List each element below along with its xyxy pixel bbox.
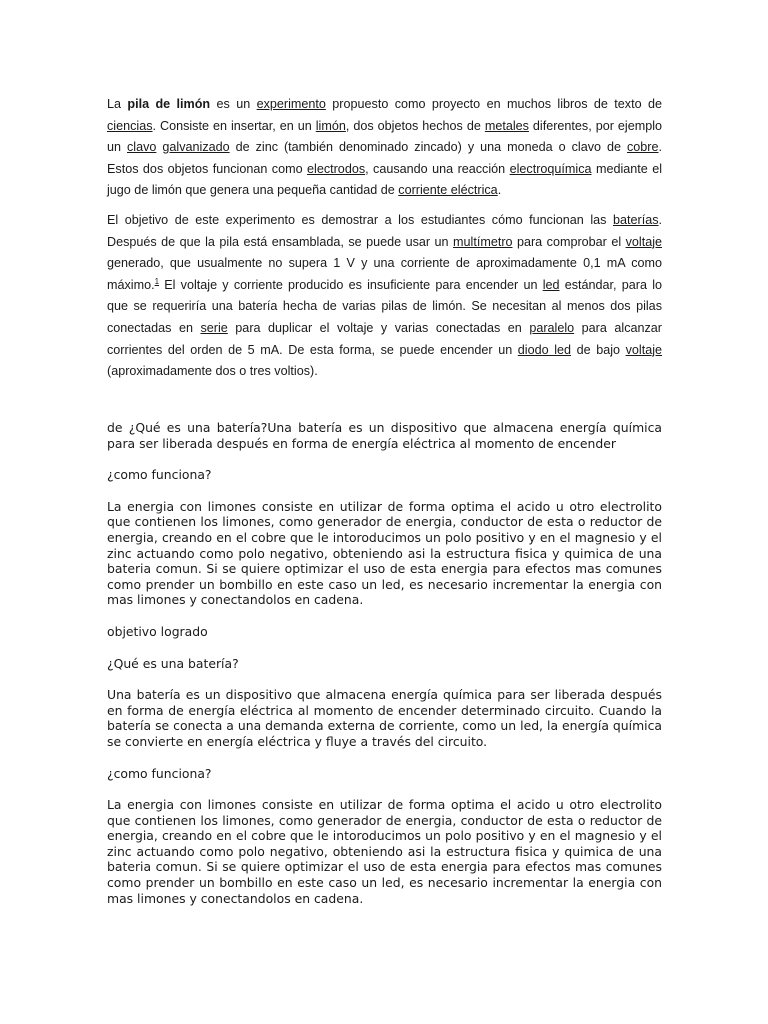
text-run: mediante el jugo de limón que genera una pequeña cantidad de (107, 161, 662, 198)
student-notes (107, 420, 662, 906)
text-run: (aproximadamente dos o tres voltios). (107, 364, 318, 379)
text-run: , dos objetos hechos de (345, 118, 485, 133)
link-clavo[interactable]: clavo (127, 140, 157, 155)
heading-como-funciona-2: ¿como funciona? (107, 765, 212, 781)
text-run: de bajo (571, 342, 626, 357)
text-run: para alcanzar corrientes del orden de 5 mA. De esta forma, se puede encender un (107, 320, 662, 357)
text-run: . Consiste en insertar, en un (152, 118, 316, 133)
text-run: La (107, 97, 128, 111)
text-run: generado, que usualmente no supera 1 V y una corriente de aproximadamente 0,1 mA como máximo. (107, 256, 662, 292)
text-run: es un (210, 97, 257, 111)
link-multimetro[interactable]: multímetro (453, 234, 513, 249)
link-baterias[interactable]: baterías (612, 212, 659, 227)
link-corriente-electrica[interactable]: corriente eléctrica (398, 183, 498, 198)
term-pila-de-limon: pila de limón (127, 97, 211, 111)
heading-como-funciona-1: ¿como funciona? (107, 467, 212, 483)
paragraph-que-es-bateria: Una batería es un dispositivo que almacena energía química para ser liberada después en forma de energía eléctrica al momento de encender determinado circuito. Cuando la batería se conecta a una demanda externa de corriente, como un led, la energía química se convierte en energía eléctrica y fluye a través del circuito. (107, 687, 662, 749)
text-run: . Estos dos objetos funcionan como (107, 140, 663, 176)
link-cobre[interactable]: cobre (627, 140, 659, 155)
paragraph-lemon-battery-definition (107, 94, 662, 202)
text-run: para comprobar el (512, 234, 626, 249)
text-run: . Después de que la pila está ensamblada, se puede usar un (107, 212, 662, 249)
heading-que-es-bateria: ¿Qué es una batería? (107, 655, 239, 671)
link-galvanizado[interactable]: galvanizado (162, 140, 230, 155)
link-electrodos[interactable]: electrodos (307, 161, 366, 176)
link-voltaje-2[interactable]: voltaje (625, 342, 663, 357)
text-run: para duplicar el voltaje y varias conectadas en (227, 320, 530, 335)
link-ciencias[interactable]: ciencias (107, 118, 153, 133)
text-run: . (497, 183, 502, 198)
text-run: El voltaje y corriente producido es insuficiente para encender un (159, 277, 543, 292)
text-run: , causando una reacción (365, 161, 510, 176)
text-run: de zinc (también denominado zincado) y una moneda o clavo de (229, 140, 627, 155)
footnote-reference[interactable]: 1 (154, 276, 160, 286)
link-voltaje[interactable]: voltaje (625, 234, 662, 249)
paragraph-experiment-objective (107, 210, 662, 383)
link-serie[interactable]: serie (200, 320, 228, 335)
paragraph-como-funciona-1: La energia con limones consiste en utilizar de forma optima el acido u otro electrolito que contienen los limones, como generador de energia, conductor de esta o reductor de energia, creando en el cobre que le intoroducimos un polo positivo y en el magnesio y el zinc actuando como polo negativo, obteniendo asi la estructura fisica y quimica de una bateria comun. Si se quiere optimizar el uso de esta energia para efectos mas comunes como prender un bombillo en este caso un led, es necesario incrementar la energia con mas limones y conectandolos en cadena. (107, 498, 662, 608)
text-run: El objetivo de este experimento es demostrar a los estudiantes cómo funcionan las (107, 212, 613, 227)
link-paralelo[interactable]: paralelo (529, 320, 575, 335)
link-diodo-led[interactable]: diodo led (517, 342, 572, 357)
link-limon[interactable]: limón (315, 118, 346, 133)
link-led[interactable]: led (542, 277, 560, 292)
paragraph-como-funciona-2: La energia con limones consiste en utilizar de forma optima el acido u otro electrolito que contienen los limones, como generador de energia, conductor de esta o reductor de energia, creando en el cobre que le intoroducimos un polo positivo y en el magnesio y el zinc actuando como polo negativo, obteniendo asi la estructura fisica y quimica de una bateria comun. Si se quiere optimizar el uso de esta energia para efectos mas comunes como prender un bombillo en este caso un led, es necesario incrementar la energia con mas limones y conectandolos en cadena. (107, 797, 662, 906)
link-electroquimica[interactable]: electroquímica (509, 161, 592, 176)
link-metales[interactable]: metales (484, 118, 529, 133)
wikipedia-excerpt (107, 94, 662, 391)
text-run: estándar, para lo que se requeriría una batería hecha de varias pilas de limón. Se necesitan al menos dos pilas conectadas en (107, 277, 662, 335)
link-experimento[interactable]: experimento (256, 97, 326, 111)
notes-intro: de ¿Qué es una batería?Una batería es un dispositivo que almacena energía química para ser liberada después en forma de energía eléctrica al momento de encender (107, 420, 662, 451)
text-run: propuesto como proyecto en muchos libros de texto de (325, 97, 662, 111)
objective-achieved: objetivo logrado (107, 623, 208, 639)
text-run: diferentes, por ejemplo un (107, 118, 663, 155)
